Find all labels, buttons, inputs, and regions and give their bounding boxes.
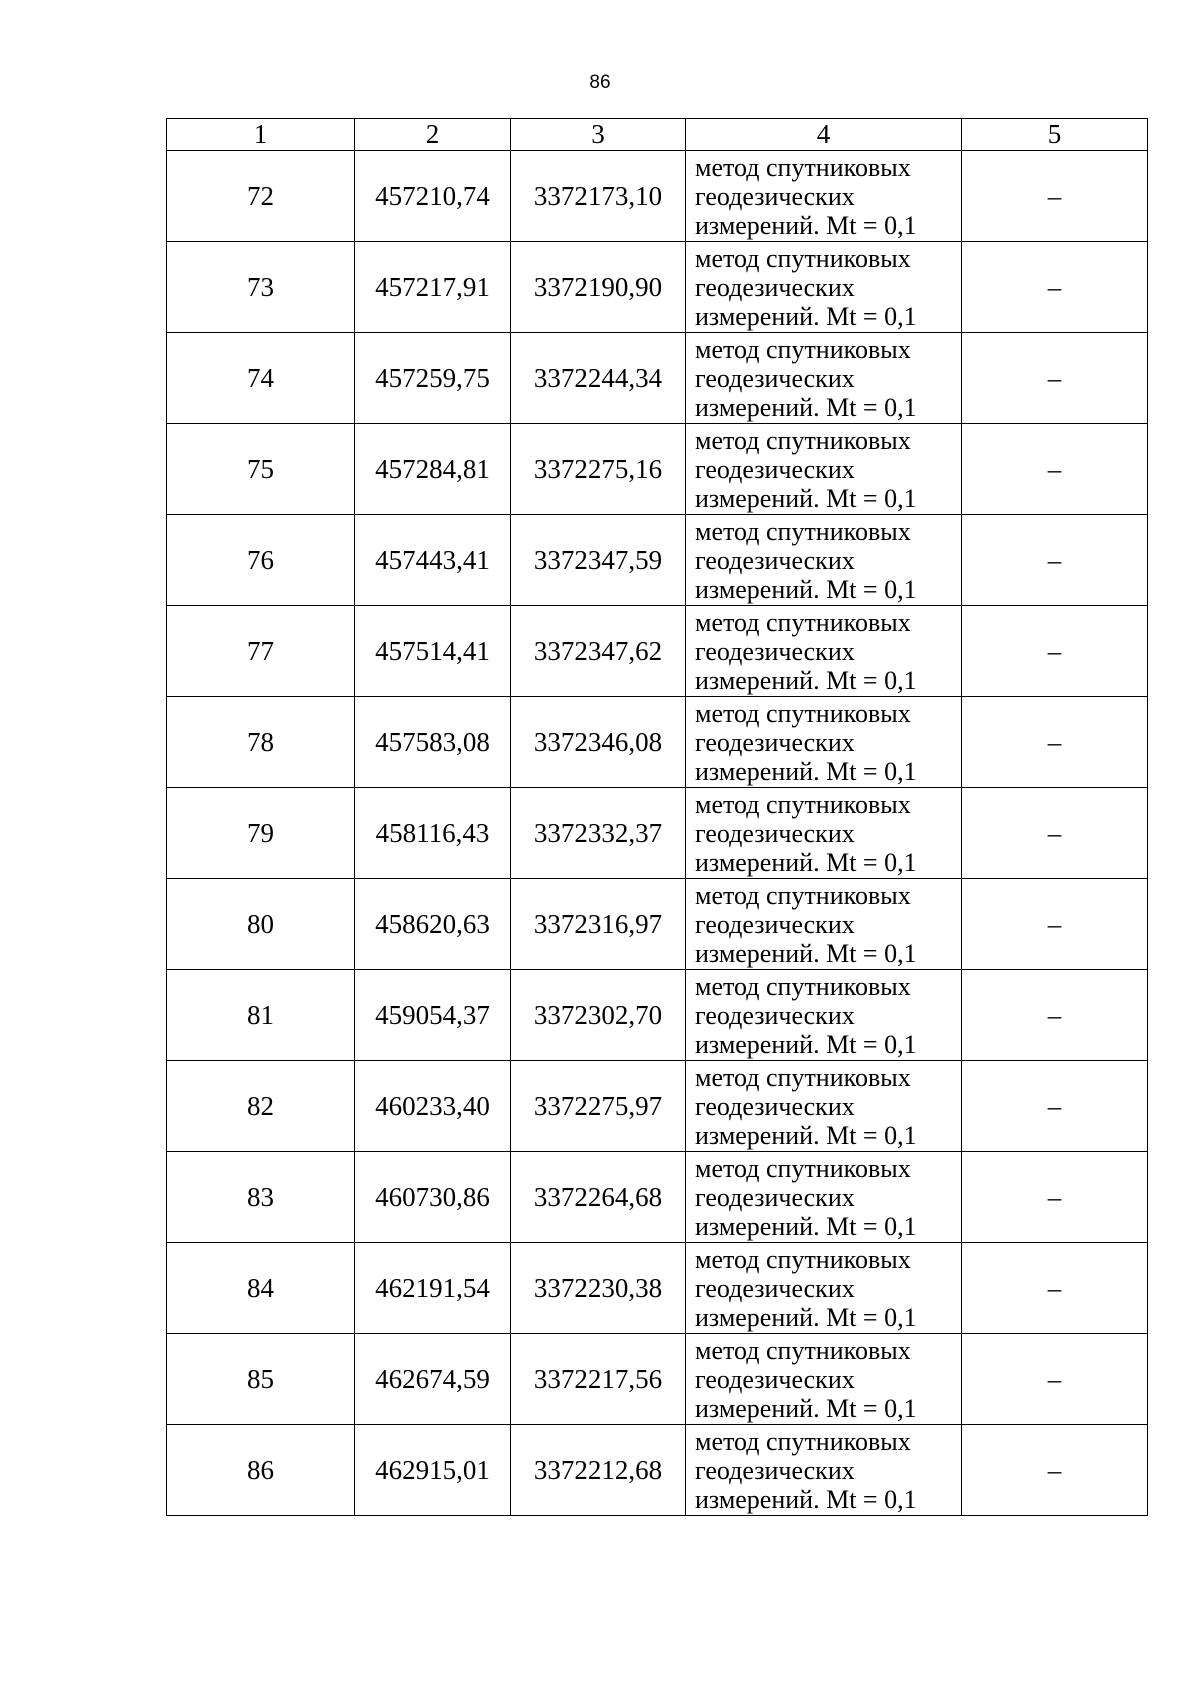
coordinates-table bbox=[166, 118, 1148, 1516]
method-text-line: метод спутниковых bbox=[695, 880, 911, 910]
method-text-line: измерений. Mt = 0,1 bbox=[695, 574, 917, 604]
method-text-line: измерений. Mt = 0,1 bbox=[695, 847, 917, 877]
method-text-line: геодезических bbox=[695, 272, 855, 302]
point-number-cell: 73 bbox=[167, 242, 355, 333]
x-coordinate-cell: 457259,75 bbox=[355, 333, 511, 424]
note-cell: – bbox=[962, 879, 1148, 970]
method-text-line: метод спутниковых bbox=[695, 1153, 911, 1183]
table-header bbox=[167, 119, 1148, 151]
header-cell-5: 5 bbox=[962, 119, 1148, 151]
method-text-line: геодезических bbox=[695, 909, 855, 939]
header-cell-2: 2 bbox=[355, 119, 511, 151]
header-cell-1: 1 bbox=[167, 119, 355, 151]
method-text-line: метод спутниковых bbox=[695, 1426, 911, 1456]
y-coordinate-cell: 3372190,90 bbox=[511, 242, 686, 333]
y-coordinate-cell: 3372302,70 bbox=[511, 970, 686, 1061]
note-cell: – bbox=[962, 606, 1148, 697]
table-row bbox=[167, 1152, 1148, 1243]
method-text-line: измерений. Mt = 0,1 bbox=[695, 1029, 917, 1059]
table-row bbox=[167, 879, 1148, 970]
method-text-line: метод спутниковых bbox=[695, 1062, 911, 1092]
table-row bbox=[167, 1334, 1148, 1425]
point-number-cell: 75 bbox=[167, 424, 355, 515]
method-cell bbox=[686, 788, 962, 879]
note-cell: – bbox=[962, 333, 1148, 424]
method-text-line: измерений. Mt = 0,1 bbox=[695, 210, 917, 240]
method-text-line: метод спутниковых bbox=[695, 1335, 911, 1365]
method-text-line: измерений. Mt = 0,1 bbox=[695, 301, 917, 331]
method-text-line: геодезических bbox=[695, 454, 855, 484]
method-text-line: измерений. Mt = 0,1 bbox=[695, 756, 917, 786]
method-cell bbox=[686, 879, 962, 970]
y-coordinate-cell: 3372230,38 bbox=[511, 1243, 686, 1334]
note-cell: – bbox=[962, 1061, 1148, 1152]
point-number-cell: 85 bbox=[167, 1334, 355, 1425]
method-text-line: метод спутниковых bbox=[695, 1244, 911, 1274]
header-row bbox=[167, 119, 1148, 151]
table-row bbox=[167, 788, 1148, 879]
point-number-cell: 76 bbox=[167, 515, 355, 606]
method-text-line: измерений. Mt = 0,1 bbox=[695, 1393, 917, 1423]
page-number: 86 bbox=[589, 72, 611, 93]
point-number-cell: 72 bbox=[167, 151, 355, 242]
method-cell bbox=[686, 333, 962, 424]
method-text-line: измерений. Mt = 0,1 bbox=[695, 1484, 917, 1514]
y-coordinate-cell: 3372332,37 bbox=[511, 788, 686, 879]
method-cell bbox=[686, 1243, 962, 1334]
x-coordinate-cell: 457217,91 bbox=[355, 242, 511, 333]
note-cell: – bbox=[962, 1425, 1148, 1516]
method-text-line: геодезических bbox=[695, 1091, 855, 1121]
method-cell bbox=[686, 424, 962, 515]
table-row bbox=[167, 1061, 1148, 1152]
method-text-line: измерений. Mt = 0,1 bbox=[695, 665, 917, 695]
x-coordinate-cell: 460233,40 bbox=[355, 1061, 511, 1152]
method-cell bbox=[686, 515, 962, 606]
note-cell: – bbox=[962, 151, 1148, 242]
method-text-line: метод спутниковых bbox=[695, 152, 911, 182]
x-coordinate-cell: 458116,43 bbox=[355, 788, 511, 879]
method-text-line: геодезических bbox=[695, 1364, 855, 1394]
y-coordinate-cell: 3372347,59 bbox=[511, 515, 686, 606]
method-text-line: геодезических bbox=[695, 1182, 855, 1212]
point-number-cell: 79 bbox=[167, 788, 355, 879]
x-coordinate-cell: 457443,41 bbox=[355, 515, 511, 606]
note-cell: – bbox=[962, 1334, 1148, 1425]
y-coordinate-cell: 3372173,10 bbox=[511, 151, 686, 242]
table-row bbox=[167, 515, 1148, 606]
x-coordinate-cell: 457210,74 bbox=[355, 151, 511, 242]
method-text-line: геодезических bbox=[695, 363, 855, 393]
y-coordinate-cell: 3372244,34 bbox=[511, 333, 686, 424]
y-coordinate-cell: 3372212,68 bbox=[511, 1425, 686, 1516]
point-number-cell: 82 bbox=[167, 1061, 355, 1152]
y-coordinate-cell: 3372316,97 bbox=[511, 879, 686, 970]
method-text-line: измерений. Mt = 0,1 bbox=[695, 1302, 917, 1332]
method-cell bbox=[686, 606, 962, 697]
method-text-line: метод спутниковых bbox=[695, 607, 911, 637]
table-row bbox=[167, 1425, 1148, 1516]
point-number-cell: 80 bbox=[167, 879, 355, 970]
method-cell bbox=[686, 697, 962, 788]
x-coordinate-cell: 459054,37 bbox=[355, 970, 511, 1061]
method-text-line: измерений. Mt = 0,1 bbox=[695, 938, 917, 968]
note-cell: – bbox=[962, 970, 1148, 1061]
x-coordinate-cell: 458620,63 bbox=[355, 879, 511, 970]
point-number-cell: 83 bbox=[167, 1152, 355, 1243]
table-row bbox=[167, 333, 1148, 424]
header-cell-4: 4 bbox=[686, 119, 962, 151]
y-coordinate-cell: 3372347,62 bbox=[511, 606, 686, 697]
point-number-cell: 77 bbox=[167, 606, 355, 697]
method-cell bbox=[686, 970, 962, 1061]
x-coordinate-cell: 462191,54 bbox=[355, 1243, 511, 1334]
note-cell: – bbox=[962, 242, 1148, 333]
method-cell bbox=[686, 151, 962, 242]
method-text-line: геодезических bbox=[695, 1455, 855, 1485]
note-cell: – bbox=[962, 697, 1148, 788]
x-coordinate-cell: 457284,81 bbox=[355, 424, 511, 515]
point-number-cell: 74 bbox=[167, 333, 355, 424]
x-coordinate-cell: 457514,41 bbox=[355, 606, 511, 697]
point-number-cell: 81 bbox=[167, 970, 355, 1061]
note-cell: – bbox=[962, 515, 1148, 606]
method-text-line: метод спутниковых bbox=[695, 243, 911, 273]
method-cell bbox=[686, 1152, 962, 1243]
note-cell: – bbox=[962, 1152, 1148, 1243]
table-row bbox=[167, 424, 1148, 515]
method-text-line: метод спутниковых bbox=[695, 334, 911, 364]
method-text-line: метод спутниковых bbox=[695, 425, 911, 455]
method-text-line: геодезических bbox=[695, 1273, 855, 1303]
method-text-line: геодезических bbox=[695, 1000, 855, 1030]
method-text-line: геодезических bbox=[695, 818, 855, 848]
note-cell: – bbox=[962, 788, 1148, 879]
method-cell bbox=[686, 1061, 962, 1152]
point-number-cell: 86 bbox=[167, 1425, 355, 1516]
y-coordinate-cell: 3372217,56 bbox=[511, 1334, 686, 1425]
method-text-line: геодезических bbox=[695, 181, 855, 211]
header-cell-3: 3 bbox=[511, 119, 686, 151]
method-text-line: метод спутниковых bbox=[695, 789, 911, 819]
method-text-line: измерений. Mt = 0,1 bbox=[695, 1211, 917, 1241]
point-number-cell: 78 bbox=[167, 697, 355, 788]
x-coordinate-cell: 460730,86 bbox=[355, 1152, 511, 1243]
x-coordinate-cell: 462674,59 bbox=[355, 1334, 511, 1425]
method-text-line: метод спутниковых bbox=[695, 698, 911, 728]
method-cell bbox=[686, 1425, 962, 1516]
table-row bbox=[167, 606, 1148, 697]
method-text-line: измерений. Mt = 0,1 bbox=[695, 483, 917, 513]
table-row bbox=[167, 151, 1148, 242]
method-text-line: измерений. Mt = 0,1 bbox=[695, 392, 917, 422]
note-cell: – bbox=[962, 424, 1148, 515]
method-text-line: метод спутниковых bbox=[695, 971, 911, 1001]
x-coordinate-cell: 457583,08 bbox=[355, 697, 511, 788]
method-text-line: геодезических bbox=[695, 727, 855, 757]
point-number-cell: 84 bbox=[167, 1243, 355, 1334]
table-row bbox=[167, 1243, 1148, 1334]
table-row bbox=[167, 242, 1148, 333]
method-text-line: геодезических bbox=[695, 636, 855, 666]
method-cell bbox=[686, 242, 962, 333]
table-body bbox=[167, 151, 1148, 1516]
method-text-line: измерений. Mt = 0,1 bbox=[695, 1120, 917, 1150]
table-row bbox=[167, 970, 1148, 1061]
table-row bbox=[167, 697, 1148, 788]
method-cell bbox=[686, 1334, 962, 1425]
y-coordinate-cell: 3372275,16 bbox=[511, 424, 686, 515]
y-coordinate-cell: 3372264,68 bbox=[511, 1152, 686, 1243]
y-coordinate-cell: 3372346,08 bbox=[511, 697, 686, 788]
note-cell: – bbox=[962, 1243, 1148, 1334]
method-text-line: метод спутниковых bbox=[695, 516, 911, 546]
x-coordinate-cell: 462915,01 bbox=[355, 1425, 511, 1516]
y-coordinate-cell: 3372275,97 bbox=[511, 1061, 686, 1152]
method-text-line: геодезических bbox=[695, 545, 855, 575]
